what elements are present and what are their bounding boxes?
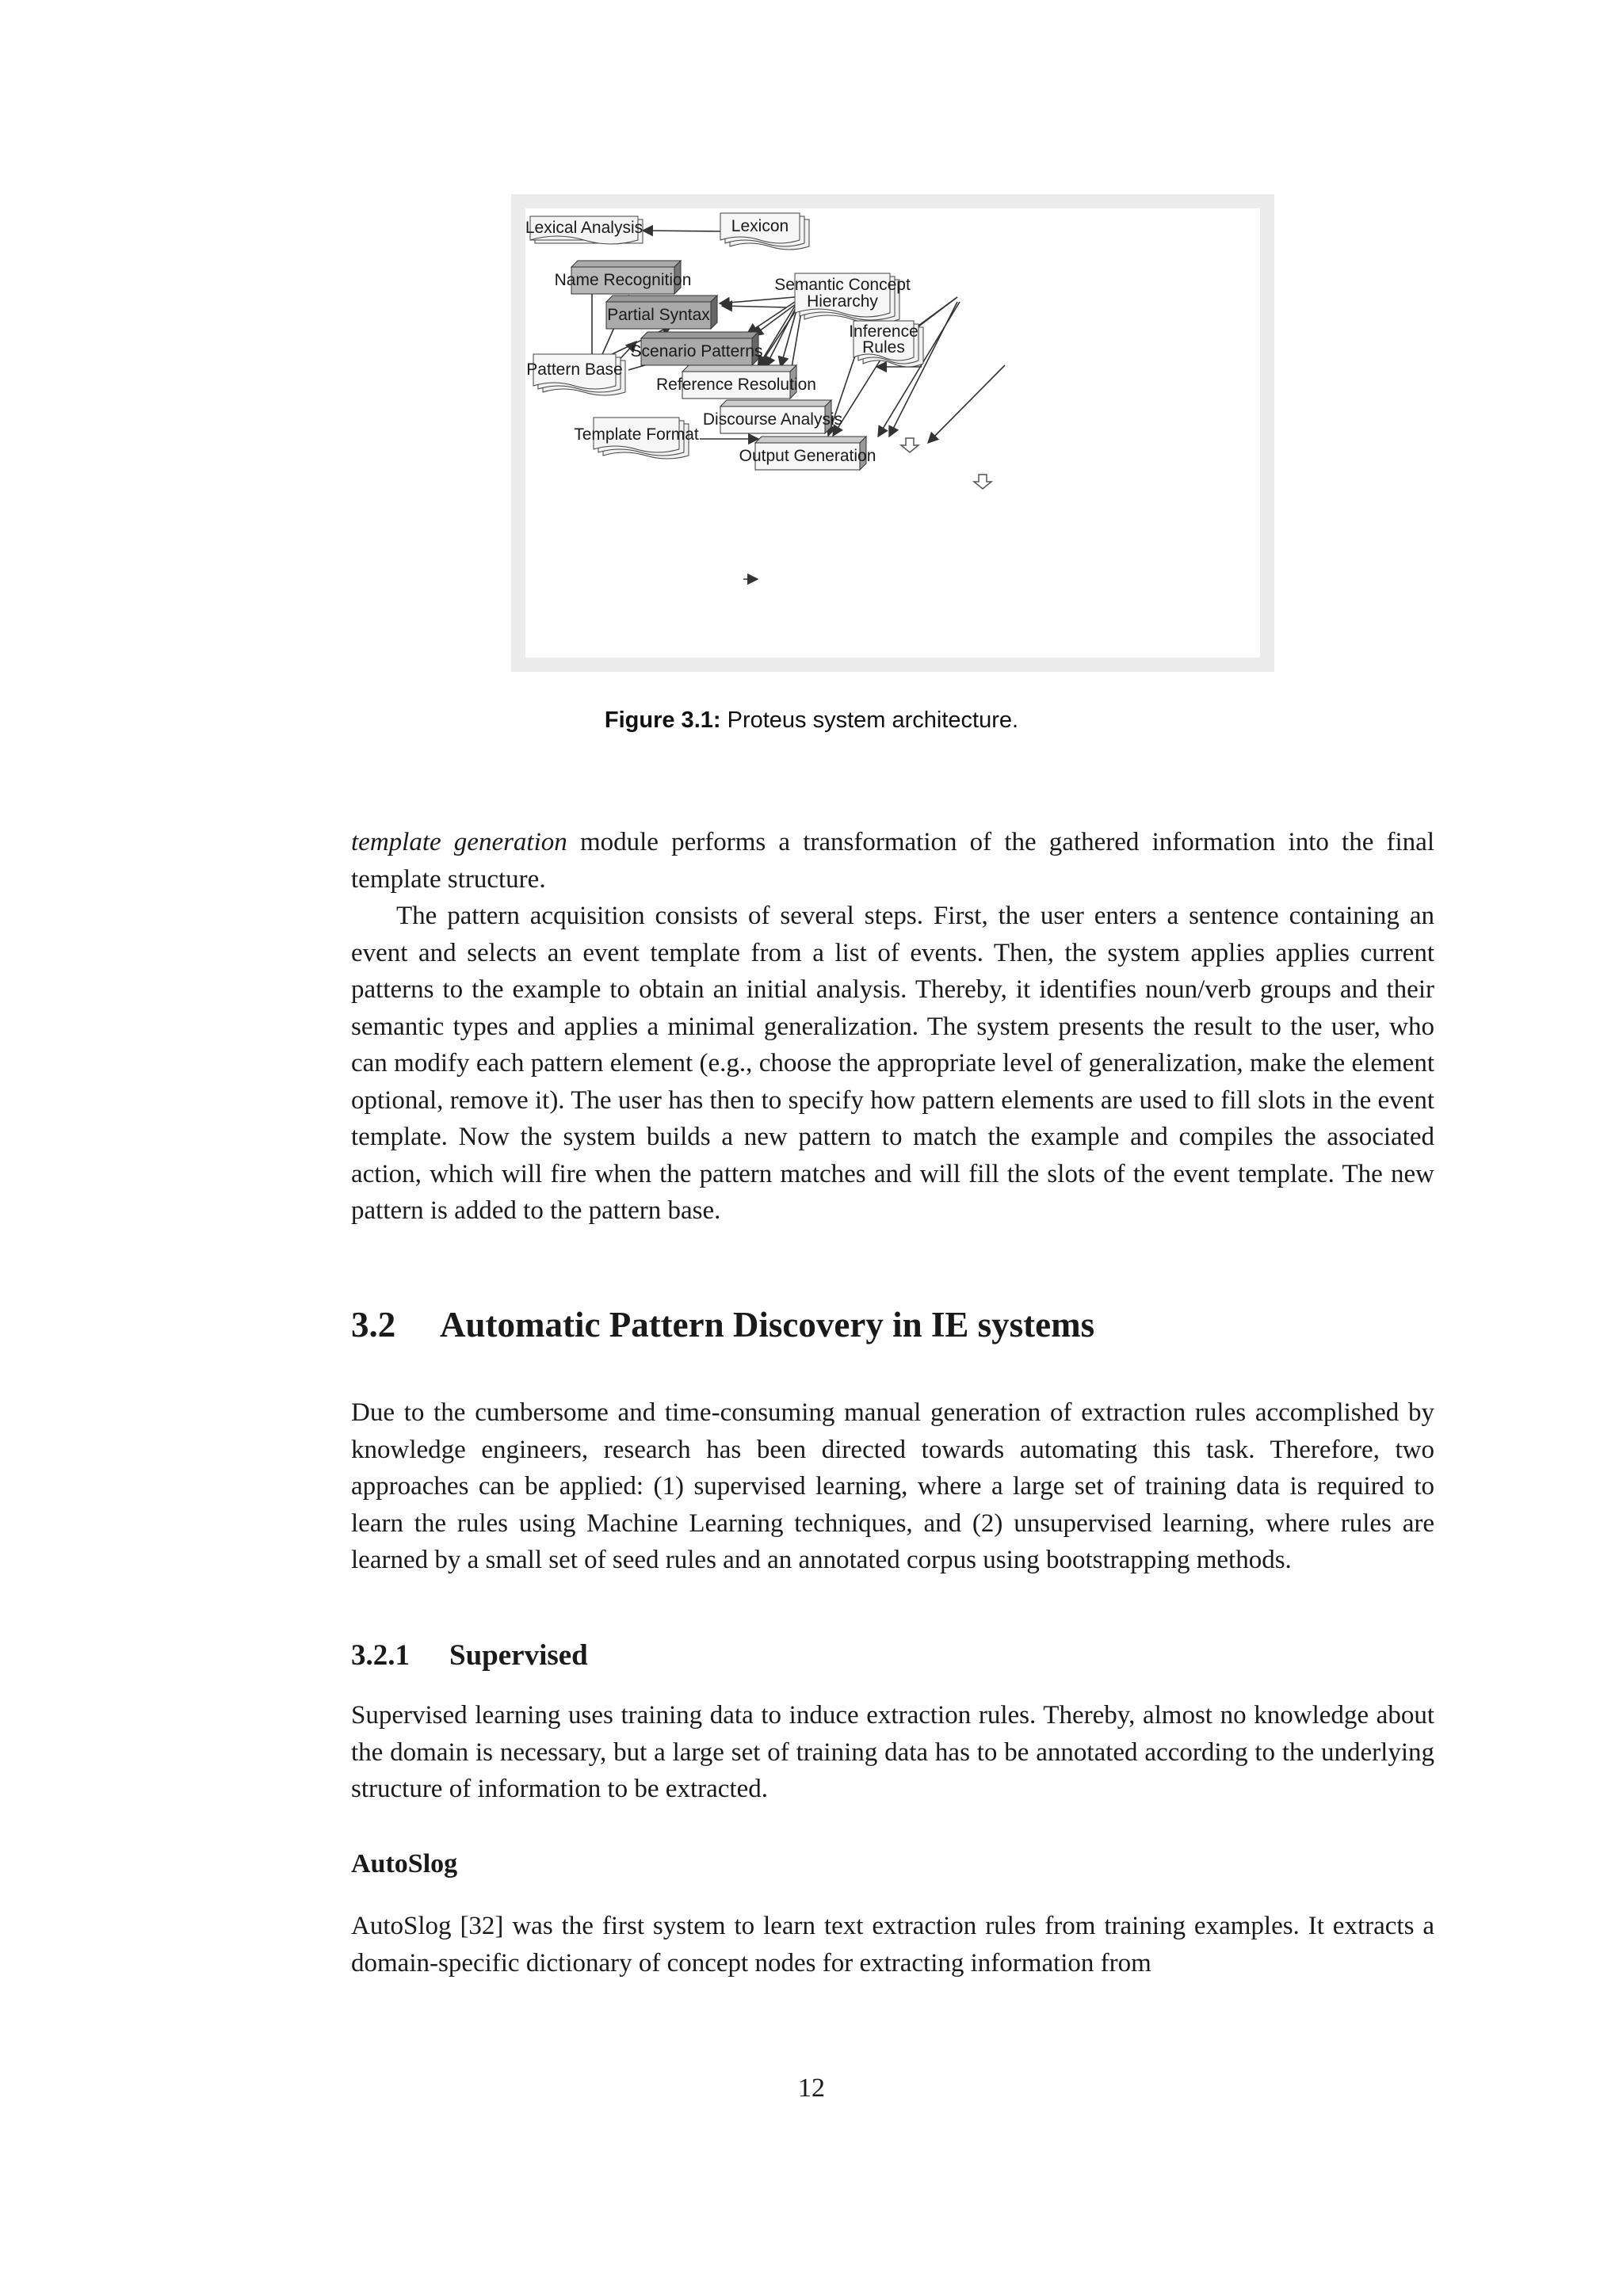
label-name-recognition: Name Recognition <box>554 271 692 289</box>
label-reference-resolution: Reference Resolution <box>656 376 816 394</box>
label-output-generation: Output Generation <box>739 447 876 465</box>
box-reference-resolution <box>656 365 816 399</box>
box-pattern-base <box>526 354 625 395</box>
label-pattern-base: Pattern Base <box>526 360 623 379</box>
paragraph-template-generation <box>351 824 1434 898</box>
label-semantic-concept-line2: Hierarchy <box>807 292 878 311</box>
section-heading-3-2 <box>351 1304 1094 1345</box>
section-title: Automatic Pattern Discovery in IE systems <box>440 1305 1095 1344</box>
box-lexical-analysis <box>525 216 643 244</box>
section-number: 3.2 <box>351 1305 396 1344</box>
label-partial-syntax: Partial Syntax <box>607 306 710 324</box>
caption-label: Figure 3.1: <box>604 707 721 733</box>
boxes <box>525 213 923 470</box>
box-template-format <box>574 418 699 459</box>
caption-text: Proteus system architecture. <box>727 707 1019 733</box>
figure-caption <box>0 707 1623 734</box>
label-lexicon: Lexicon <box>731 217 789 235</box>
page-number: 12 <box>798 2073 825 2103</box>
paragraph-section-3-2: Due to the cumbersome and time-consuming manual generation of extraction rules accomplished by knowledge engineers, research has been directed towards automating this task. Therefore, two approaches can be applied: (1) supervised learning, where a large set of training data is required to learn the rules using Machine Learning techniques, and (2) unsupervised learning, where rules are learned by a small set of seed rules and an annotated corpus using bootstrapping methods. <box>351 1398 1434 1574</box>
box-inference-rules <box>849 321 923 367</box>
box-lexicon <box>720 213 809 250</box>
box-name-recognition <box>555 261 692 294</box>
paragraph-supervised: Supervised learning uses training data to induce extraction rules. Thereby, almost no knowledge about the domain is necessary, but a large set of training data has to be annotated according to the underlying structure of information to be extracted. <box>351 1701 1434 1803</box>
figure-3-1 <box>511 194 1274 672</box>
label-scenario-patterns: Scenario Patterns <box>630 342 763 360</box>
section-heading-3-2-1 <box>351 1638 588 1672</box>
label-template-format: Template Format <box>574 425 699 444</box>
label-inference-line1: Inference <box>849 322 918 341</box>
label-inference-line2: Rules <box>862 338 905 357</box>
paragraph-pattern-acquisition: The pattern acquisition consists of several steps. First, the user enters a sentence containing an event and selects an event template from a list of events. Then, the system applies applies current patterns to the example to obtain an initial analysis. Thereby, it identifies noun/verb groups and their semantic types and applies a minimal generalization. The system presents the result to the user, who can modify each pattern element (e.g., choose the appropriate level of generalization, make the element optional, remove it). The user has then to specify how pattern elements are used to fill slots in the event template. Now the system builds a new pattern to match the example and compiles the associated action, which will fire when the pattern matches and will fill the slots of the event template. The new pattern is added to the pattern base. <box>351 902 1434 1225</box>
label-semantic-concept-line1: Semantic Concept <box>774 276 911 294</box>
label-discourse-analysis: Discourse Analysis <box>702 410 843 429</box>
box-discourse-analysis <box>703 400 842 433</box>
subsection-number: 3.2.1 <box>351 1639 410 1672</box>
label-lexical-analysis: Lexical Analysis <box>525 219 643 237</box>
paragraph-1-rest: module performs a transformation of the gathered information into the final template structure. <box>351 828 1434 894</box>
paragraph-autoslog: AutoSlog [32] was the first system to learn text extraction rules from training examples. It extracts a domain-specific dictionary of concept nodes for extracting information from <box>351 1912 1434 1978</box>
term-template-generation: template generation <box>351 828 567 856</box>
proteus-architecture-diagram <box>525 208 1260 658</box>
paragraph-heading-autoslog: AutoSlog <box>351 1849 458 1878</box>
box-partial-syntax <box>606 296 717 329</box>
subsection-title: Supervised <box>449 1639 588 1672</box>
box-output-generation <box>739 437 876 470</box>
box-scenario-patterns <box>631 332 763 365</box>
